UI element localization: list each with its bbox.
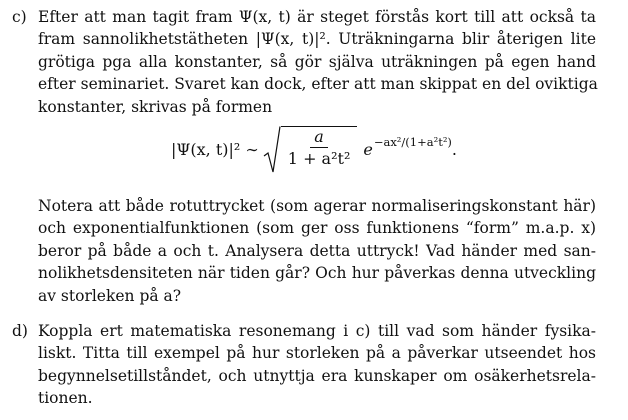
formula-lhs: |Ψ(x, t)|² ∼ (170, 140, 259, 159)
fraction (284, 127, 355, 174)
part-c-label: c) (12, 8, 27, 26)
part-c-paragraph-2 (38, 195, 596, 307)
fraction-denominator: 1 + a²t² (287, 149, 351, 168)
part-d-label: d) (12, 322, 28, 340)
text-line: Efter att man tagit fram Ψ(x, t) är steget förstås kort till att också ta (38, 8, 596, 26)
text-line: konstanter, skrivas på formen (38, 97, 273, 116)
square-root (263, 126, 358, 174)
part-d-paragraph (38, 320, 596, 410)
exponent: −ax²/(1+a²t²) (373, 135, 452, 149)
text-line: Notera att både rotuttrycket (som agerar normaliseringskonstant här) (38, 197, 596, 215)
formula-period: . (451, 140, 458, 159)
text-line: grötiga pga alla konstanter, så gör själva uträkningen på egen hand (38, 52, 596, 71)
text-line: och exponentialfunktionen (som ger oss funktionens “form” m.a.p. x) (38, 219, 596, 238)
text-line: Koppla ert matematiska resonemang i c) till vad som händer fysika- (38, 322, 596, 340)
exp-base: e (363, 140, 373, 159)
radical-sign-icon (263, 126, 281, 174)
probability-density-formula (0, 126, 628, 174)
text-line: nolikhetsdensiteten när tiden går? Och hur påverkas denna utveckling (38, 264, 596, 283)
text-line: liskt. Titta till exempel på hur storleken på a påverkar utseendet hos (38, 344, 596, 363)
text-line: efter seminariet. Svaret kan dock, efter att man skippat en del oviktiga (38, 75, 598, 94)
text-line: begynnelsetillståndet, och utnyttja era kunskaper om osäkerhetsrela- (38, 366, 596, 385)
text-line: fram sannolikhetstätheten |Ψ(x, t)|². Uträkningarna blir återigen lite (38, 30, 596, 49)
part-c-paragraph-1 (38, 6, 596, 118)
text-line: tionen. (38, 389, 93, 408)
text-line: beror på både a och t. Analysera detta uttryck! Vad händer med san- (38, 241, 596, 260)
fraction-numerator: a (310, 127, 328, 148)
text-line: av storleken på a? (38, 286, 182, 305)
